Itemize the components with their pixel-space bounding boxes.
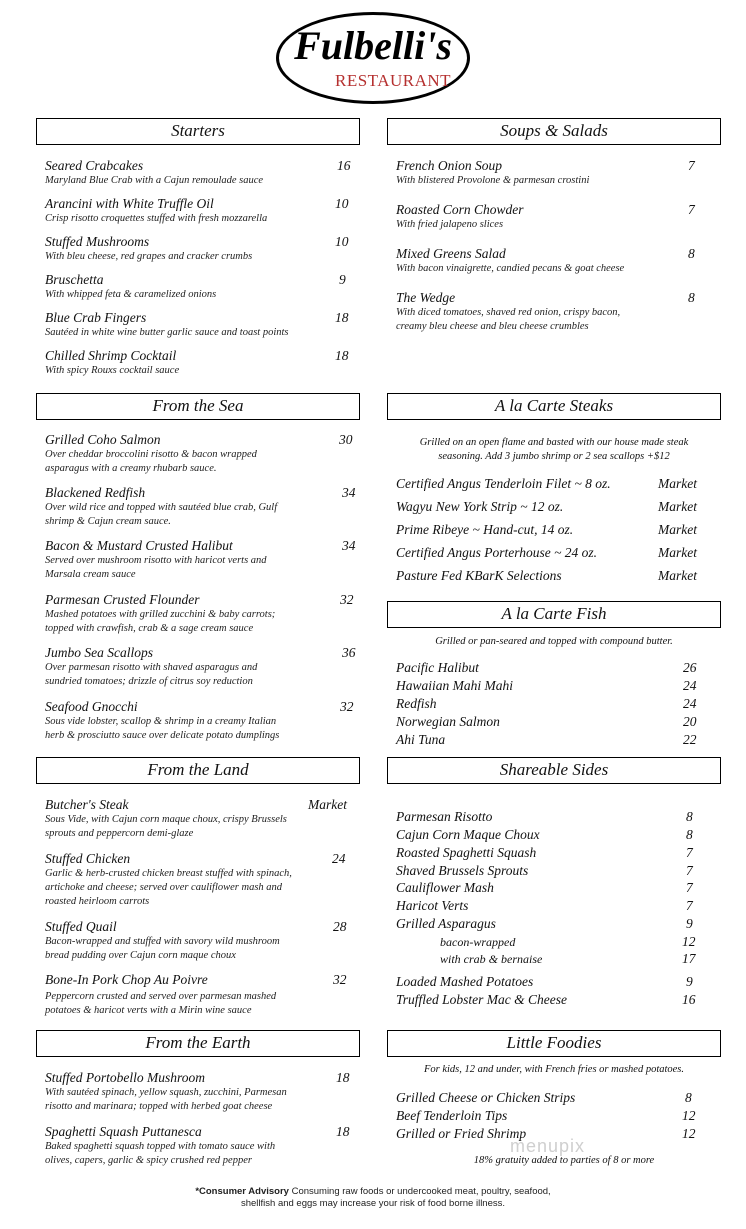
item-price: Market [658, 568, 697, 583]
item-price: 32 [340, 592, 354, 607]
menu-item [396, 827, 721, 843]
item-price: 9 [686, 974, 693, 989]
item-desc: Sautéed in white wine butter garlic sauce and toast points [45, 327, 289, 338]
item-desc-line2: sundried tomatoes; drizzle of citrus soy reduction [45, 676, 253, 687]
item-price: 24 [332, 851, 346, 866]
item-price: 7 [686, 845, 693, 860]
item-price: 8 [685, 1090, 692, 1105]
item-name: Haricot Verts [396, 898, 469, 913]
earth-title: From the Earth [36, 1030, 360, 1057]
menu-item [45, 272, 360, 302]
item-desc: With blistered Provolone & parmesan crostini [396, 175, 590, 186]
item-price: 18 [335, 310, 349, 325]
item-name: Bacon & Mustard Crusted Halibut [45, 538, 233, 553]
menu-item [396, 916, 721, 932]
item-desc: With diced tomatoes, shaved red onion, crispy bacon, [396, 307, 621, 318]
menu-item [396, 898, 721, 914]
item-price: 9 [686, 916, 693, 931]
advisory-label: *Consumer Advisory [195, 1186, 289, 1197]
item-desc-line2: shrimp & Cajun cream sauce. [45, 516, 171, 527]
fish-note: Grilled or pan-seared and topped with compound butter. [435, 636, 673, 647]
item-price: Market [658, 522, 697, 537]
item-name: French Onion Soup [396, 158, 502, 173]
menu-item-option [396, 934, 721, 950]
menu-item [396, 678, 721, 694]
item-desc: Over parmesan risotto with shaved asparagus and [45, 662, 258, 673]
item-price: 7 [688, 202, 695, 217]
menu-item [45, 645, 360, 689]
item-price: 18 [335, 348, 349, 363]
menu-item [396, 660, 721, 676]
item-price: Market [308, 797, 347, 812]
item-price: 7 [686, 880, 693, 895]
item-name: Grilled or Fried Shrimp [396, 1126, 527, 1141]
item-price: 34 [342, 485, 356, 500]
menu-item [396, 499, 721, 515]
menu-item [396, 545, 721, 561]
starters-title: Starters [36, 118, 360, 145]
gratuity-note: 18% gratuity added to parties of 8 or more [473, 1155, 655, 1166]
item-name: Grilled Asparagus [396, 916, 496, 931]
menu-item [396, 476, 721, 492]
item-name: Certified Angus Porterhouse ~ 24 oz. [396, 545, 598, 560]
item-name: Stuffed Mushrooms [45, 234, 150, 249]
steaks-title: A la Carte Steaks [387, 393, 721, 420]
logo-subtitle: RESTAURANT [335, 71, 452, 90]
item-price: 17 [682, 951, 696, 966]
consumer-advisory [130, 1186, 616, 1210]
item-price: 16 [682, 992, 696, 1007]
item-desc: Bacon-wrapped and stuffed with savory wild mushroom [45, 936, 280, 947]
item-desc: With whipped feta & caramelized onions [45, 289, 217, 300]
item-name: Prime Ribeye ~ Hand-cut, 14 oz. [396, 522, 574, 537]
menu-item [45, 158, 360, 188]
item-desc: Baked spaghetti squash topped with tomato sauce with [45, 1141, 276, 1152]
item-desc-line2: topped with crawfish, crab & a sage cream sauce [45, 623, 254, 634]
item-name: Loaded Mashed Potatoes [396, 974, 534, 989]
item-name: with crab & bernaise [440, 952, 543, 966]
item-desc: Mashed potatoes with grilled zucchini & baby carrots; [45, 609, 276, 620]
item-name: Roasted Corn Chowder [396, 202, 524, 217]
item-name: Parmesan Crusted Flounder [45, 592, 200, 607]
item-price: 8 [686, 827, 693, 842]
item-price: 18 [336, 1070, 350, 1085]
menu-item [45, 699, 360, 743]
item-name: Truffled Lobster Mac & Cheese [396, 992, 567, 1007]
menu-item [45, 234, 360, 264]
advisory-text: Consuming raw foods or undercooked meat, poultry, seafood, [288, 1186, 551, 1197]
item-name: Pasture Fed KBarK Selections [396, 568, 562, 583]
menu-item [45, 1124, 360, 1168]
item-name: The Wedge [396, 290, 456, 305]
item-desc: With sautéed spinach, yellow squash, zucchini, Parmesan [45, 1087, 287, 1098]
item-desc-line2: asparagus with a creamy rhubarb sauce. [45, 463, 217, 474]
watermark-text: menupix [510, 1136, 586, 1156]
item-desc-line2: bread pudding over Cajun corn maque choux [45, 950, 236, 961]
item-desc-line2: sprouts and peppercorn demi-glaze [45, 828, 194, 839]
item-name: Wagyu New York Strip ~ 12 oz. [396, 499, 564, 514]
menu-item [396, 522, 721, 538]
item-price: 18 [336, 1124, 350, 1139]
menu-item [396, 880, 721, 896]
item-name: Butcher's Steak [45, 797, 129, 812]
item-name: Spaghetti Squash Puttanesca [45, 1124, 202, 1139]
item-name: Seafood Gnocchi [45, 699, 138, 714]
item-price: 32 [333, 972, 347, 987]
item-price: 8 [688, 246, 695, 261]
menu-item-option [396, 951, 721, 967]
item-name: Shaved Brussels Sprouts [396, 863, 529, 878]
item-price: 24 [683, 678, 697, 693]
sides-title: Shareable Sides [387, 757, 721, 784]
menu-item [396, 845, 721, 861]
menu-item [45, 310, 360, 340]
menu-item [45, 972, 360, 1018]
item-desc-line2: herb & prosciutto sauce over delicate potato dumplings [45, 730, 280, 741]
item-name: Pacific Halibut [396, 660, 479, 675]
menu-item [45, 485, 360, 529]
left-column [36, 0, 360, 1229]
foodies-title: Little Foodies [387, 1030, 721, 1057]
menu-item [396, 696, 721, 712]
item-price: 12 [682, 934, 696, 949]
item-price: 36 [342, 645, 356, 660]
item-name: Stuffed Portobello Mushroom [45, 1070, 205, 1085]
item-name: Blue Crab Fingers [45, 310, 147, 325]
item-name: bacon-wrapped [440, 935, 516, 949]
item-name: Stuffed Chicken [45, 851, 131, 866]
item-price: 10 [335, 234, 349, 249]
item-name: Beef Tenderloin Tips [396, 1108, 508, 1123]
advisory-text-line2: shellfish and eggs may increase your risk of food borne illness. [240, 1198, 506, 1209]
menu-item [396, 158, 721, 188]
menu-item [396, 809, 721, 825]
land-title: From the Land [36, 757, 360, 784]
steaks-note-line2: seasoning. Add 3 jumbo shrimp or 2 sea scallops +$12 [438, 451, 670, 462]
item-desc: Garlic & herb-crusted chicken breast stuffed with spinach, [45, 868, 292, 879]
item-price: 22 [683, 732, 697, 747]
item-price: 24 [683, 696, 697, 711]
steaks-note: Grilled on an open flame and basted with our house made steak [419, 437, 689, 448]
item-name: Mixed Greens Salad [396, 246, 506, 261]
item-price: 7 [688, 158, 695, 173]
item-name: Certified Angus Tenderloin Filet ~ 8 oz. [396, 476, 611, 491]
menu-item [396, 992, 721, 1008]
item-name: Blackened Redfish [45, 485, 146, 500]
item-price: 32 [340, 699, 354, 714]
menu-item [45, 538, 360, 582]
menu-item [396, 246, 721, 276]
item-name: Seared Crabcakes [45, 158, 144, 173]
menu-item [396, 568, 721, 584]
item-name: Grilled Cheese or Chicken Strips [396, 1090, 576, 1105]
item-price: Market [658, 499, 697, 514]
menu-item [396, 290, 721, 334]
menu-item [45, 592, 360, 636]
item-desc: Over cheddar broccolini risotto & bacon wrapped [45, 449, 257, 460]
sea-title: From the Sea [36, 393, 360, 420]
item-desc-line2: potatoes & haricot verts with a Mirin wine sauce [45, 1005, 252, 1016]
item-desc-line2: artichoke and cheese; served over cauliflower mash and [45, 882, 283, 893]
item-desc: With fried jalapeno slices [396, 219, 504, 230]
item-price: 12 [682, 1108, 696, 1123]
soups-title: Soups & Salads [387, 118, 721, 145]
item-price: 12 [682, 1126, 696, 1141]
menu-item [45, 196, 360, 226]
item-name: Cajun Corn Maque Choux [396, 827, 540, 842]
item-price: 7 [686, 898, 693, 913]
item-price: 8 [686, 809, 693, 824]
item-price: 30 [339, 432, 353, 447]
logo-name: Fulbelli's [294, 23, 452, 68]
item-name: Jumbo Sea Scallops [45, 645, 153, 660]
menu-item [396, 863, 721, 879]
item-price: Market [658, 476, 697, 491]
item-desc: With bacon vinaigrette, candied pecans & goat cheese [396, 263, 625, 274]
item-price: 28 [333, 919, 347, 934]
menu-item [45, 348, 360, 378]
menu-item [396, 732, 721, 748]
item-name: Cauliflower Mash [396, 880, 494, 895]
item-name: Bone-In Pork Chop Au Poivre [45, 972, 208, 987]
item-price: 16 [337, 158, 351, 173]
menu-item [45, 432, 360, 476]
item-name: Ahi Tuna [396, 732, 446, 747]
foodies-note: For kids, 12 and under, with French fries or mashed potatoes. [423, 1064, 685, 1075]
item-price: 34 [342, 538, 356, 553]
item-name: Bruschetta [45, 272, 104, 287]
item-desc: Sous vide lobster, scallop & shrimp in a creamy Italian [45, 716, 277, 727]
item-name: Redfish [396, 696, 437, 711]
item-name: Arancini with White Truffle Oil [45, 196, 214, 211]
item-name: Stuffed Quail [45, 919, 117, 934]
item-desc: Sous Vide, with Cajun corn maque choux, crispy Brussels [45, 814, 287, 825]
item-name: Grilled Coho Salmon [45, 432, 161, 447]
menu-item [396, 202, 721, 232]
right-column [387, 0, 721, 1229]
item-desc: Crisp risotto croquettes stuffed with fresh mozzarella [45, 213, 268, 224]
menu-item [396, 1108, 721, 1124]
item-price: 7 [686, 863, 693, 878]
menu-item [396, 1090, 721, 1106]
item-price: 20 [683, 714, 697, 729]
item-desc-line2: olives, capers, garlic & spicy crushed red pepper [45, 1155, 252, 1166]
item-price: 9 [339, 272, 346, 287]
item-desc: Peppercorn crusted and served over parmesan mashed [45, 991, 277, 1002]
item-price: 10 [335, 196, 349, 211]
item-name: Chilled Shrimp Cocktail [45, 348, 177, 363]
item-name: Parmesan Risotto [396, 809, 493, 824]
item-desc-line2: creamy bleu cheese and bleu cheese crumbles [396, 321, 589, 332]
item-price: 26 [683, 660, 697, 675]
item-price: 8 [688, 290, 695, 305]
menu-item [396, 974, 721, 990]
item-desc: Served over mushroom risotto with haricot verts and [45, 555, 267, 566]
item-price: Market [658, 545, 697, 560]
menu-item [396, 714, 721, 730]
item-desc: With spicy Rouxs cocktail sauce [45, 365, 180, 376]
item-name: Roasted Spaghetti Squash [396, 845, 537, 860]
item-desc: With bleu cheese, red grapes and cracker crumbs [45, 251, 253, 262]
fish-title: A la Carte Fish [387, 601, 721, 628]
item-name: Hawaiian Mahi Mahi [396, 678, 513, 693]
item-name: Norwegian Salmon [396, 714, 500, 729]
item-desc-line3: roasted heirloom carrots [45, 896, 150, 907]
item-desc: Over wild rice and topped with sautéed blue crab, Gulf [45, 502, 278, 513]
item-desc-line2: Marsala cream sauce [45, 569, 136, 580]
menu-item [45, 1070, 360, 1114]
item-desc-line2: risotto and marinara; topped with herbed goat cheese [45, 1101, 273, 1112]
menu-item [45, 797, 360, 841]
item-desc: Maryland Blue Crab with a Cajun remoulade sauce [45, 175, 264, 186]
menu-item [45, 919, 360, 963]
menu-item [45, 851, 360, 909]
